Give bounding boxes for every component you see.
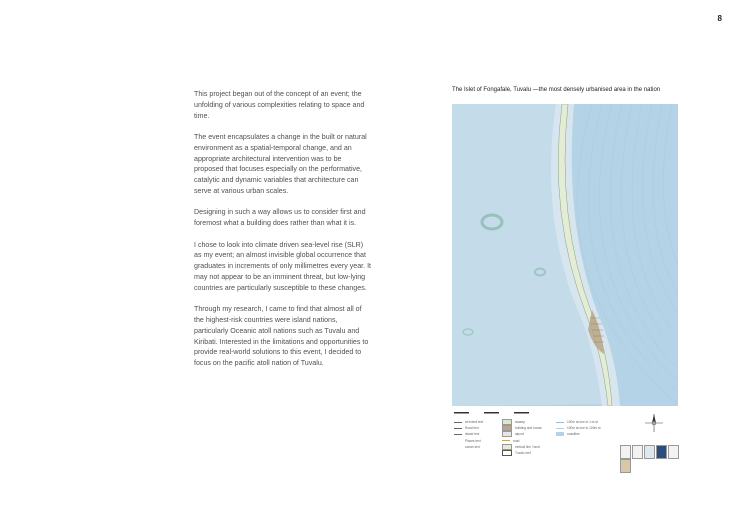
page-number: 8 [717,14,722,23]
inset-map [668,445,679,459]
scale-bar [454,411,544,415]
legend-column [556,419,601,438]
legend-item: 100m at one to 100m st [556,425,601,431]
inset-map [656,445,667,459]
paragraph: Designing in such a way allows us to consider first and foremost what a building does rather than what it is. [194,208,366,228]
paragraph: This project began out of the concept of an event; the unfolding of various complexities relating to space and time. [194,90,365,120]
paragraph: The event encapsulates a change in the built or natural environment as a spatial-temporal change, and an appropriate architectural intervention was to be proposed that focuses especially on the performative, catalytic and dynamic variables that architecture can serve at various urban scales. [194,132,367,195]
legend-item: airport [502,431,542,437]
inset-maps [620,445,684,465]
legend-item: Tuvalu reef [502,450,542,456]
paragraph: I chose to look into climate driven sea-level rise (SLR) as my event; an almost invisible global occurrence that graduates in increments of only millimetres every year. It may not appear to be an imminent threat, but low-lying countries are particularly susceptible to these changes. [194,240,372,292]
inset-map [620,459,631,473]
legend-item: building and house [502,425,542,431]
legend-item: swamp [502,419,542,425]
legend-item: ocean text [465,444,480,449]
atoll-map [452,104,678,406]
figure-caption: The Islet of Fongafale, Tuvalu —the most densely urbanised area in the nation [452,87,661,93]
inset-map [620,445,631,459]
legend-item: island text [454,431,483,437]
legend-column [502,419,542,456]
map-legend [452,411,684,479]
paragraph: Through my research, I came to find that almost all of the highest-risk countries were island nations, particularly Oceanic atoll nations such as Tuvalu and Kiribati. Interested in the limitations and opportunities to provide real-world solutions to this event, I decided to focus on the pacific atoll nation of Tuvalu. [194,305,369,368]
legend-column [454,419,483,450]
legend-item: coastline [556,431,601,437]
legend-item: road [502,438,542,444]
legend-item: Road text [454,425,483,431]
inset-map [644,445,655,459]
legend-item: Places text [465,438,481,443]
north-arrow-icon [644,413,664,433]
legend-item: at extent text [454,419,483,425]
legend-item: 100m at one to 1:m st [556,419,601,425]
inset-map [632,445,643,459]
legend-item: vertical line / land [502,444,542,450]
body-text [194,89,372,380]
